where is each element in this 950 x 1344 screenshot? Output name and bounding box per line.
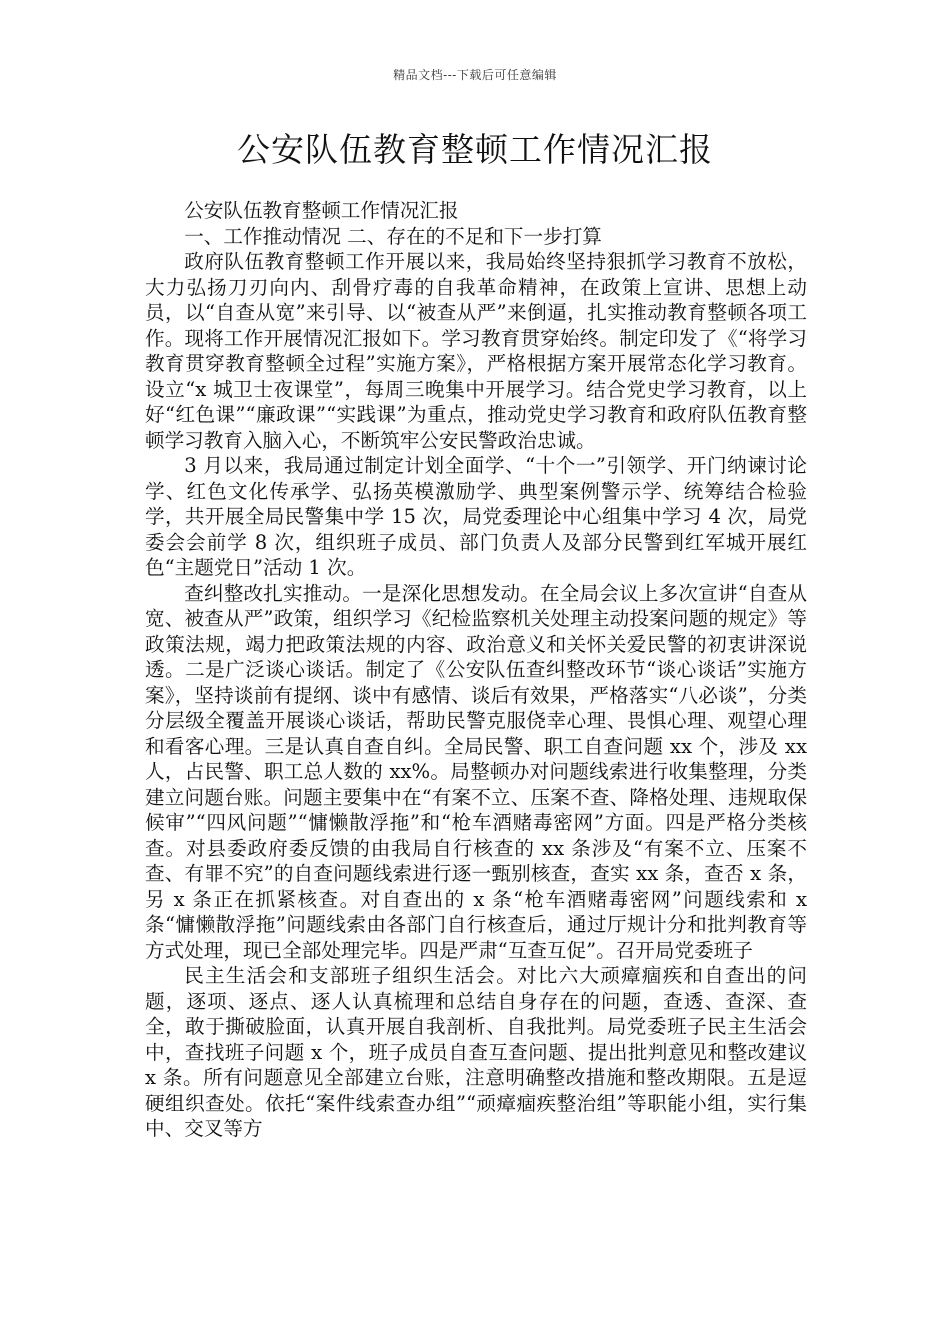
- paragraph-intro: 政府队伍教育整顿工作开展以来，我局始终坚持狠抓学习教育不放松，大力弘扬刀刃向内、刮骨疗毒的自我革命精神，在政策上宣讲、思想上动员，以“自查从宽”来引导、以“被查从严”来倒逼，扎实推动教育整顿各项工作。现将工作开展情况汇报如下。学习教育贯穿始终。制定印发了《“将学习教育贯穿教育整顿全过程”实施方案》，严格根据方案开展常态化学习教育。设立“x 城卫士夜课堂”，每周三晚集中开展学习。结合党史学习教育，以上好“红色课”“廉政课”“实践课”为重点，推动党史学习教育和政府队伍教育整顿学习教育入脑入心，不断筑牢公安民警政治忠诚。: [145, 250, 807, 452]
- paragraph-outline: 一、工作推动情况 二、存在的不足和下一步打算: [184, 224, 602, 248]
- paragraph-subtitle: 公安队伍教育整顿工作情况汇报: [184, 199, 459, 222]
- paragraph-study: 3 月以来，我局通过制定计划全面学、“十个一”引领学、开门纳谏讨论学、红色文化传承学、弘扬英模激励学、典型案例警示学、统筹结合检验学，共开展全局民警集中学 15 次，局党委理论中心组集中学习 4 次，局党委会会前学 8 次，组织班子成员、部门负责人及部分民警到红军城开展红色“主题党日”活动 1 次。: [145, 454, 807, 579]
- document-title: 公安队伍教育整顿工作情况汇报: [237, 130, 713, 169]
- paragraph-rectification: 查纠整改扎实推动。一是深化思想发动。在全局会议上多次宣讲“自查从宽、被查从严”政策，组织学习《纪检监察机关处理主动投案问题的规定》等政策法规，竭力把政策法规的内容、政治意义和关怀关爱民警的初衷讲深说透。二是广泛谈心谈话。制定了《公安队伍查纠整改环节“谈心谈话”实施方案》，坚持谈前有提纲、谈中有感情、谈后有效果，严格落实“八必谈”，分类分层级全覆盖开展谈心谈话，帮助民警克服侥幸心理、畏惧心理、观望心理和看客心理。三是认真自查自纠。全局民警、职工自查问题 xx 个，涉及 xx 人，占民警、职工总人数的 xx%。局整顿办对问题线索进行收集整理，分类建立问题台账。问题主要集中在“有案不立、压案不查、降格处理、违规取保候审”“四风问题”“慵懒散浮拖”和“枪车酒赌毒密网”方面。四是严格分类核查。对县委政府委反馈的由我局自行核查的 xx 条涉及“有案不立、压案不查、有罪不究”的自查问题线索进行逐一甄别核查，查实 xx 条，查否 x 条，另 x 条正在抓紧核查。对自查出的 x 条“枪车酒赌毒密网”问题线索和 x 条“慵懒散浮拖”问题线索由各部门自行核查后，通过厅规计分和批判教育等方式处理，现已全部处理完毕。四是严肃“互查互促”。召开局党委班子: [145, 581, 807, 962]
- paragraph-democratic-life: 民主生活会和支部班子组织生活会。对比六大顽瘴痼疾和自查出的问题，逐项、逐点、逐人认真梳理和总结自身存在的问题，查透、查深、查全，敢于撕破脸面，认真开展自我剖析、自我批判。局党委班子民主生活会中，查找班子问题 x 个，班子成员自查互查问题、提出批判意见和整改建议 x 条。所有问题意见全部建立台账，注意明确整改措施和整改期限。五是逗硬组织查处。依托“案件线索查办组”“顽瘴痼疾整治组”等职能小组，实行集中、交叉等方: [145, 964, 807, 1140]
- document-body: [145, 198, 807, 1142]
- page-header-note: 精品文档---下载后可任意编辑: [393, 68, 557, 82]
